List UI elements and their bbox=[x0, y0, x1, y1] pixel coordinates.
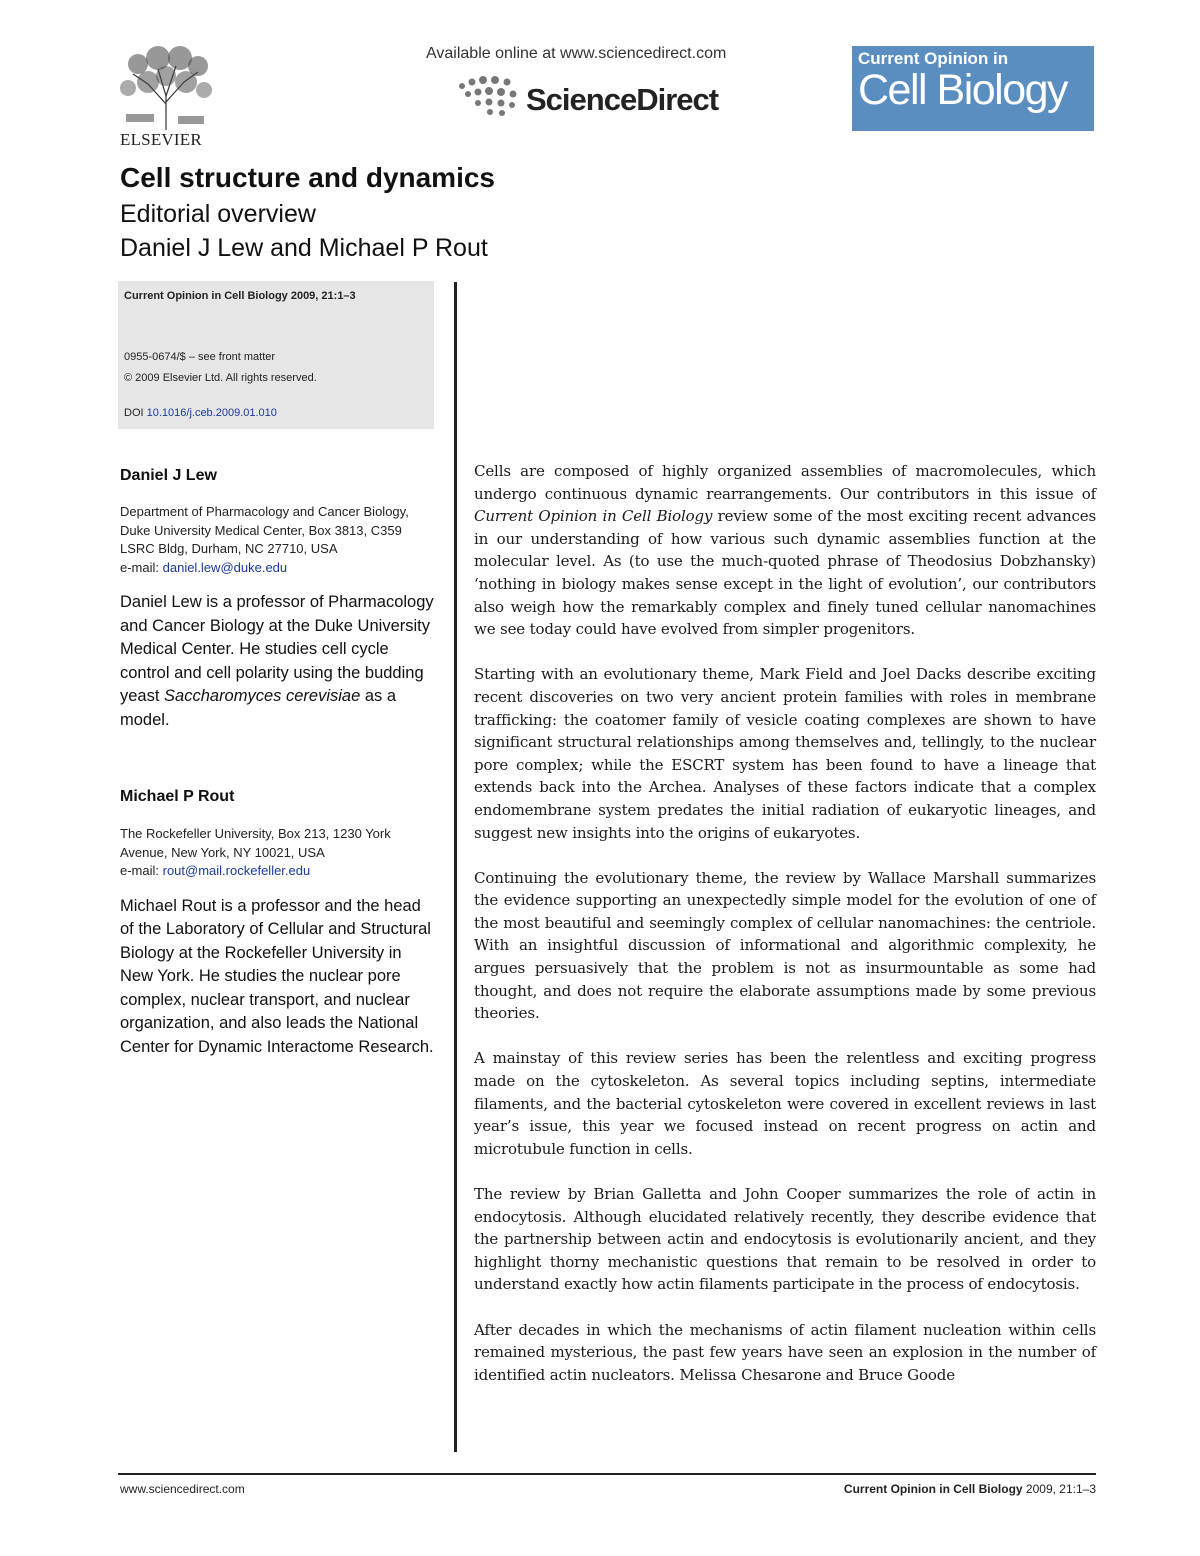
journal-banner bbox=[852, 46, 1094, 131]
journal-banner-line1: Current Opinion in bbox=[858, 49, 1009, 68]
doi-link[interactable]: 10.1016/j.ceb.2009.01.010 bbox=[146, 407, 277, 419]
author-bio bbox=[120, 591, 438, 732]
publisher-name: ELSEVIER bbox=[120, 130, 202, 149]
body-paragraph: A mainstay of this review series has been the relentless and exciting progress made on the cytoskeleton. As several topics including septins, intermediate filaments, and the bacterial cytoskeleton were covered in excellent reviews in last year’s issue, this year we focused instead on recent progress on actin and microtubule function in cells. bbox=[474, 1049, 1096, 1158]
footer-website[interactable]: www.sciencedirect.com bbox=[120, 1482, 245, 1496]
article-type: Editorial overview bbox=[120, 200, 316, 228]
sciencedirect-wordmark: ScienceDirect bbox=[526, 82, 719, 117]
bio-species: Saccharomyces cerevisiae bbox=[164, 687, 361, 705]
footer-rule bbox=[118, 1473, 1096, 1475]
author-email-line bbox=[120, 559, 438, 578]
issn-text: 0955-0674/$ – see front matter bbox=[124, 351, 276, 363]
body-text: Cells are composed of highly organized assemblies of macromolecules, which undergo continuous dynamic rearrangements. Our contributors in this issue of bbox=[474, 462, 1096, 503]
author-name: Michael P Rout bbox=[120, 788, 235, 805]
body-paragraph bbox=[474, 460, 1096, 641]
email-label: e-mail: bbox=[120, 863, 163, 878]
author-affiliation: The Rockefeller University, Box 213, 1230 York Avenue, New York, NY 10021, USA bbox=[120, 826, 391, 860]
body-text: review some of the most exciting recent advances in our understanding of how various such dynamic assemblies function at the molecular level. As (to use the much-quoted phrase of Theodosius Dobzhansky) ‘nothing in biology makes sense except in the light of evolution’, our contributors also weigh how the remarkably complex and finely tuned cellular nanomachines we see today could have evolved from simpler progenitors. bbox=[474, 507, 1096, 639]
body-paragraph: After decades in which the mechanisms of actin filament nucleation within cells remained mysterious, the past few years have seen an explosion in the number of identified actin nucleators. Melissa Chesarone and Bruce Goode bbox=[474, 1320, 1096, 1384]
copyright-text: © 2009 Elsevier Ltd. All rights reserved. bbox=[124, 372, 317, 384]
email-label: e-mail: bbox=[120, 559, 163, 575]
body-paragraph: The review by Brian Galletta and John Cooper summarizes the role of actin in endocytosis. Although elucidated relatively recently, they describe evidence that the partnership between actin and endocytosis is evolutionarily ancient, and they highlight thorny mechanistic questions that remain to be resolved in order to understand exactly how actin filaments participate in the process of endocytosis. bbox=[474, 1185, 1096, 1294]
author-email-link[interactable]: daniel.lew@duke.edu bbox=[162, 559, 288, 575]
author-email-link[interactable]: rout@mail.rockefeller.edu bbox=[162, 863, 311, 878]
column-divider bbox=[454, 282, 457, 1452]
body-paragraph: Starting with an evolutionary theme, Mark Field and Joel Dacks describe exciting recent discoveries on two very ancient protein families with roles in membrane trafficking: the coatomer family of vesicle coating complexes are shown to have significant structural relationships among themselves and, tellingly, to the nuclear pore complex; while the ESCRT system has been found to have a lineage that extends back into the Archea. Analyses of these factors indicate that a complex endomembrane system predates the initial radiation of eukaryotic lineages, and suggest new insights into the origins of eukaryotes. bbox=[474, 665, 1096, 842]
article-title: Cell structure and dynamics bbox=[120, 162, 496, 193]
footer-issue: 2009, 21:1–3 bbox=[1022, 1482, 1096, 1496]
article-body bbox=[474, 460, 1096, 1386]
journal-banner-line2: Cell Biology bbox=[858, 66, 1068, 114]
author-block-rout bbox=[120, 788, 438, 1059]
author-block-lew bbox=[120, 467, 438, 732]
available-online-text[interactable]: Available online at www.sciencedirect.com bbox=[426, 45, 727, 62]
footer-journal: Current Opinion in Cell Biology bbox=[843, 1482, 1023, 1496]
footer-citation bbox=[844, 1482, 1096, 1496]
author-name: Daniel J Lew bbox=[120, 467, 217, 484]
citation-text: Current Opinion in Cell Biology 2009, 21:1–3 bbox=[124, 290, 356, 302]
doi-label: DOI bbox=[124, 407, 144, 419]
citation-infobox bbox=[118, 281, 434, 429]
bio-text-end: as a model. bbox=[120, 687, 397, 729]
author-bio: Michael Rout is a professor and the head of the Laboratory of Cellular and Structural Biology at the Rockefeller University in New York. He studies the nuclear pore complex, nuclear transport, and nuclear organization, and also leads the National Center for Dynamic Interactome Research. bbox=[120, 896, 434, 1056]
doi-line bbox=[124, 407, 277, 419]
journal-name-italic: Current Opinion in Cell Biology bbox=[474, 507, 713, 526]
body-paragraph: Continuing the evolutionary theme, the review by Wallace Marshall summarizes the evidence supporting an unexpectedly simple model for the evolution of one of the most beautiful and seemingly complex of cellular nanomachines: the centriole. With an insightful discussion of informational and algorithmic complexity, he argues persuasively that the problem is not as insurmountable as some had thought, and does not require the elaborate assumptions made by some previous theories. bbox=[474, 868, 1096, 1023]
article-authors: Daniel J Lew and Michael P Rout bbox=[120, 234, 488, 262]
author-affiliation: Department of Pharmacology and Cancer Biology, Duke University Medical Center, Box 3813, C359 LSRC Bldg, Durham, NC 27710, USA bbox=[120, 504, 409, 556]
author-email-line bbox=[120, 862, 438, 881]
bio-text: Daniel Lew is a professor of Pharmacology and Cancer Biology at the Duke University Medical Center. He studies cell cycle control and cell polarity using the budding yeast bbox=[120, 593, 434, 705]
